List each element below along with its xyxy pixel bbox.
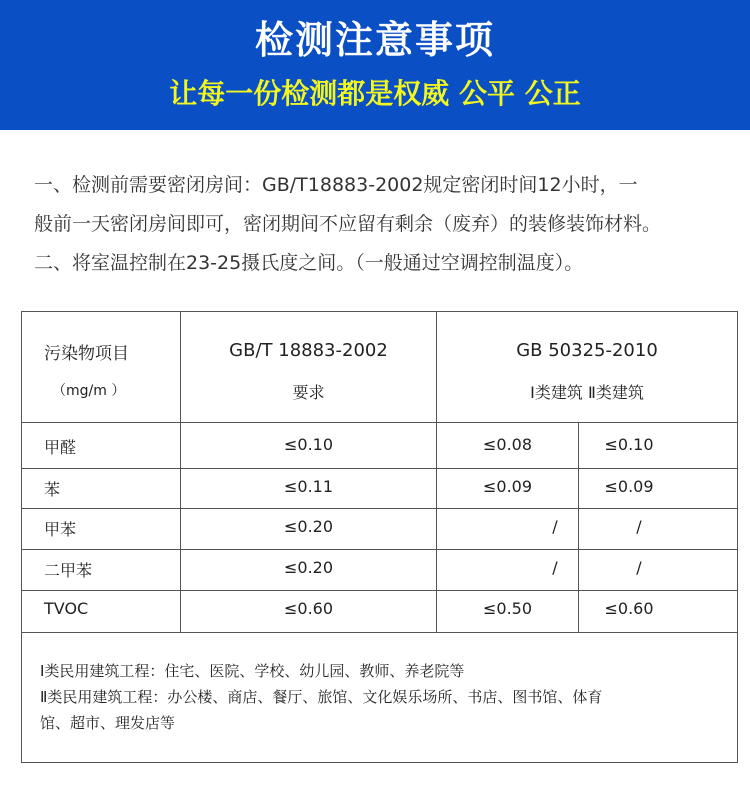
header-std1-sub: 要求 [292,383,325,402]
note-line-2: 般前一天密闭房间即可，密闭期间不应留有剩余（废弃）的装修装饰材料。 [34,213,662,235]
footer-line-3: 馆、超市、理发店等 [40,714,176,732]
row-class2: / [636,558,642,577]
row-class1: ≤0.50 [482,599,533,618]
row-class2: ≤0.09 [604,477,654,496]
row-class1: ≤0.08 [482,435,533,454]
table-footer [40,658,720,736]
row-name: 甲醛 [44,438,77,457]
table-divider [22,632,737,633]
row-class2: / [636,517,642,536]
header-std1: GB/T 18883-2002 [229,340,388,361]
header-banner [0,0,750,130]
note-line-3: 二、将室温控制在23-25摄氏度之间。（一般通过空调控制温度）。 [34,252,584,274]
table-divider [22,590,737,591]
row-class2: ≤0.60 [604,599,654,618]
page-title: 检测注意事项 [254,18,495,62]
table-divider [22,508,737,509]
row-req: ≤0.10 [283,435,334,454]
row-name: 二甲苯 [44,561,93,580]
row-name: 甲苯 [44,520,77,539]
standards-table [21,311,738,763]
row-req: ≤0.11 [283,477,334,496]
row-name: TVOC [44,599,89,618]
footer-line-2: Ⅱ类民用建筑工程：办公楼、商店、餐厅、旅馆、文化娱乐场所、书店、图书馆、体育 [40,688,603,706]
header-unit: （mg/m ） [52,383,126,399]
row-class1: / [552,517,558,536]
notes-section [0,130,750,283]
row-class2: ≤0.10 [604,435,654,454]
row-name: 苯 [44,480,61,499]
row-req: ≤0.60 [283,599,334,618]
table-divider [22,422,737,423]
header-std2-sub: Ⅰ类建筑 Ⅱ类建筑 [530,383,644,402]
row-req: ≤0.20 [283,558,334,577]
table-divider [22,468,737,469]
header-std2: GB 50325-2010 [516,340,658,361]
row-class1: / [552,558,558,577]
footer-line-1: Ⅰ类民用建筑工程：住宅、医院、学校、幼儿园、教师、养老院等 [40,662,465,680]
row-req: ≤0.20 [283,517,334,536]
page-subtitle: 让每一份检测都是权威 公平 公正 [169,77,581,110]
note-line-1: 一、检测前需要密闭房间：GB/T18883-2002规定密闭时间12小时，一 [34,174,638,196]
row-class1: ≤0.09 [482,477,533,496]
header-item: 污染物项目 [44,344,129,364]
table-divider [22,549,737,550]
